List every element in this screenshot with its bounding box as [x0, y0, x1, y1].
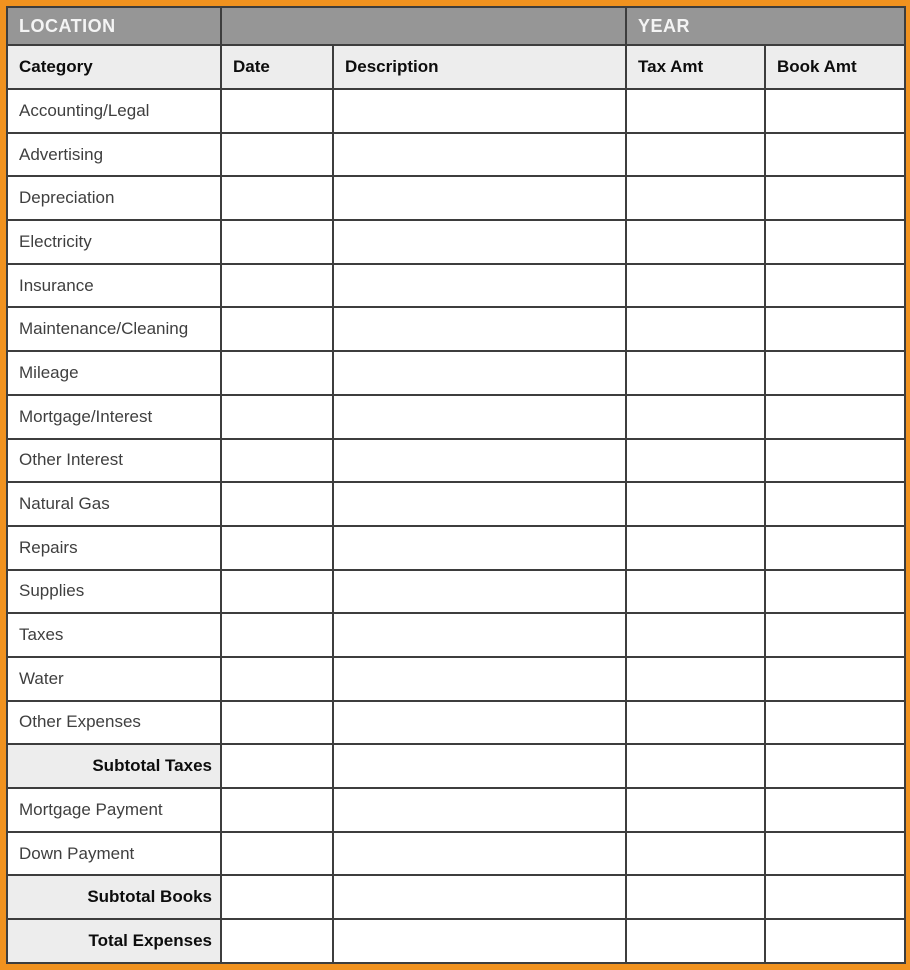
tax-amt-cell[interactable] [626, 919, 765, 963]
book-amt-cell[interactable] [765, 919, 905, 963]
expense-row [7, 701, 905, 745]
description-cell[interactable] [333, 570, 626, 614]
expense-row [7, 919, 905, 963]
book-amt-cell[interactable] [765, 264, 905, 308]
tax-amt-cell[interactable] [626, 89, 765, 133]
expense-row [7, 482, 905, 526]
tax-amt-cell[interactable] [626, 395, 765, 439]
tax-amt-cell[interactable] [626, 526, 765, 570]
date-cell[interactable] [221, 744, 333, 788]
category-label-cell: Other Interest [7, 439, 221, 483]
date-cell[interactable] [221, 176, 333, 220]
book-amt-cell[interactable] [765, 439, 905, 483]
expense-row [7, 788, 905, 832]
year-header: YEAR [626, 7, 905, 45]
expense-row [7, 744, 905, 788]
category-label-cell: Other Expenses [7, 701, 221, 745]
column-header-row [7, 45, 905, 89]
date-cell[interactable] [221, 439, 333, 483]
tax-amt-cell[interactable] [626, 744, 765, 788]
category-label-cell: Subtotal Books [7, 875, 221, 919]
date-cell[interactable] [221, 351, 333, 395]
date-cell[interactable] [221, 395, 333, 439]
description-cell[interactable] [333, 439, 626, 483]
book-amt-cell[interactable] [765, 220, 905, 264]
description-cell[interactable] [333, 307, 626, 351]
date-cell[interactable] [221, 89, 333, 133]
description-cell[interactable] [333, 832, 626, 876]
tax-amt-cell[interactable] [626, 220, 765, 264]
category-label-cell: Supplies [7, 570, 221, 614]
expense-row [7, 613, 905, 657]
tax-amt-cell[interactable] [626, 351, 765, 395]
column-header-description: Description [333, 45, 626, 89]
description-cell[interactable] [333, 919, 626, 963]
date-cell[interactable] [221, 613, 333, 657]
expense-row [7, 264, 905, 308]
tax-amt-cell[interactable] [626, 133, 765, 177]
tax-amt-cell[interactable] [626, 176, 765, 220]
tax-amt-cell[interactable] [626, 875, 765, 919]
date-cell[interactable] [221, 482, 333, 526]
expense-table [6, 6, 906, 964]
category-label-cell: Water [7, 657, 221, 701]
expense-row [7, 570, 905, 614]
expense-row [7, 832, 905, 876]
category-label-cell: Advertising [7, 133, 221, 177]
tax-amt-cell[interactable] [626, 439, 765, 483]
book-amt-cell[interactable] [765, 875, 905, 919]
tax-amt-cell[interactable] [626, 482, 765, 526]
book-amt-cell[interactable] [765, 788, 905, 832]
date-cell[interactable] [221, 220, 333, 264]
tax-amt-cell[interactable] [626, 701, 765, 745]
book-amt-cell[interactable] [765, 395, 905, 439]
tax-amt-cell[interactable] [626, 657, 765, 701]
book-amt-cell[interactable] [765, 526, 905, 570]
category-label-cell: Mortgage/Interest [7, 395, 221, 439]
category-label-cell: Mortgage Payment [7, 788, 221, 832]
book-amt-cell[interactable] [765, 307, 905, 351]
category-label-cell: Total Expenses [7, 919, 221, 963]
description-cell[interactable] [333, 89, 626, 133]
description-cell[interactable] [333, 788, 626, 832]
location-header: LOCATION [7, 7, 221, 45]
description-cell[interactable] [333, 133, 626, 177]
book-amt-cell[interactable] [765, 176, 905, 220]
description-cell[interactable] [333, 744, 626, 788]
book-amt-cell[interactable] [765, 701, 905, 745]
book-amt-cell[interactable] [765, 482, 905, 526]
category-label-cell: Natural Gas [7, 482, 221, 526]
category-label-cell: Accounting/Legal [7, 89, 221, 133]
date-cell[interactable] [221, 570, 333, 614]
tax-amt-cell[interactable] [626, 264, 765, 308]
description-cell[interactable] [333, 613, 626, 657]
column-header-date: Date [221, 45, 333, 89]
description-cell[interactable] [333, 657, 626, 701]
date-cell[interactable] [221, 788, 333, 832]
description-cell[interactable] [333, 395, 626, 439]
column-header-book-amt: Book Amt [765, 45, 905, 89]
category-label-cell: Insurance [7, 264, 221, 308]
tax-amt-cell[interactable] [626, 570, 765, 614]
expense-row [7, 526, 905, 570]
tax-amt-cell[interactable] [626, 613, 765, 657]
top-band-row [7, 7, 905, 45]
date-cell[interactable] [221, 307, 333, 351]
expense-row [7, 395, 905, 439]
expense-row [7, 351, 905, 395]
description-cell[interactable] [333, 701, 626, 745]
description-cell[interactable] [333, 526, 626, 570]
tax-amt-cell[interactable] [626, 307, 765, 351]
category-label-cell: Mileage [7, 351, 221, 395]
book-amt-cell[interactable] [765, 744, 905, 788]
expense-row [7, 133, 905, 177]
book-amt-cell[interactable] [765, 657, 905, 701]
book-amt-cell[interactable] [765, 613, 905, 657]
column-header-category: Category [7, 45, 221, 89]
date-cell[interactable] [221, 264, 333, 308]
category-label-cell: Depreciation [7, 176, 221, 220]
book-amt-cell[interactable] [765, 832, 905, 876]
book-amt-cell[interactable] [765, 570, 905, 614]
category-label-cell: Down Payment [7, 832, 221, 876]
expense-row [7, 89, 905, 133]
description-cell[interactable] [333, 351, 626, 395]
date-cell[interactable] [221, 657, 333, 701]
date-cell[interactable] [221, 832, 333, 876]
description-cell[interactable] [333, 482, 626, 526]
date-cell[interactable] [221, 701, 333, 745]
column-header-tax-amt: Tax Amt [626, 45, 765, 89]
description-cell[interactable] [333, 875, 626, 919]
book-amt-cell[interactable] [765, 133, 905, 177]
expense-row [7, 657, 905, 701]
expense-row [7, 220, 905, 264]
top-band-spacer [221, 7, 626, 45]
category-label-cell: Maintenance/Cleaning [7, 307, 221, 351]
description-cell[interactable] [333, 264, 626, 308]
tax-amt-cell[interactable] [626, 788, 765, 832]
category-label-cell: Taxes [7, 613, 221, 657]
category-label-cell: Repairs [7, 526, 221, 570]
expense-row [7, 307, 905, 351]
book-amt-cell[interactable] [765, 351, 905, 395]
expense-row [7, 439, 905, 483]
expense-row [7, 875, 905, 919]
date-cell[interactable] [221, 875, 333, 919]
book-amt-cell[interactable] [765, 89, 905, 133]
description-cell[interactable] [333, 220, 626, 264]
category-label-cell: Electricity [7, 220, 221, 264]
tax-amt-cell[interactable] [626, 832, 765, 876]
date-cell[interactable] [221, 526, 333, 570]
expense-row [7, 176, 905, 220]
date-cell[interactable] [221, 133, 333, 177]
category-label-cell: Subtotal Taxes [7, 744, 221, 788]
date-cell[interactable] [221, 919, 333, 963]
description-cell[interactable] [333, 176, 626, 220]
table-body [7, 89, 905, 963]
